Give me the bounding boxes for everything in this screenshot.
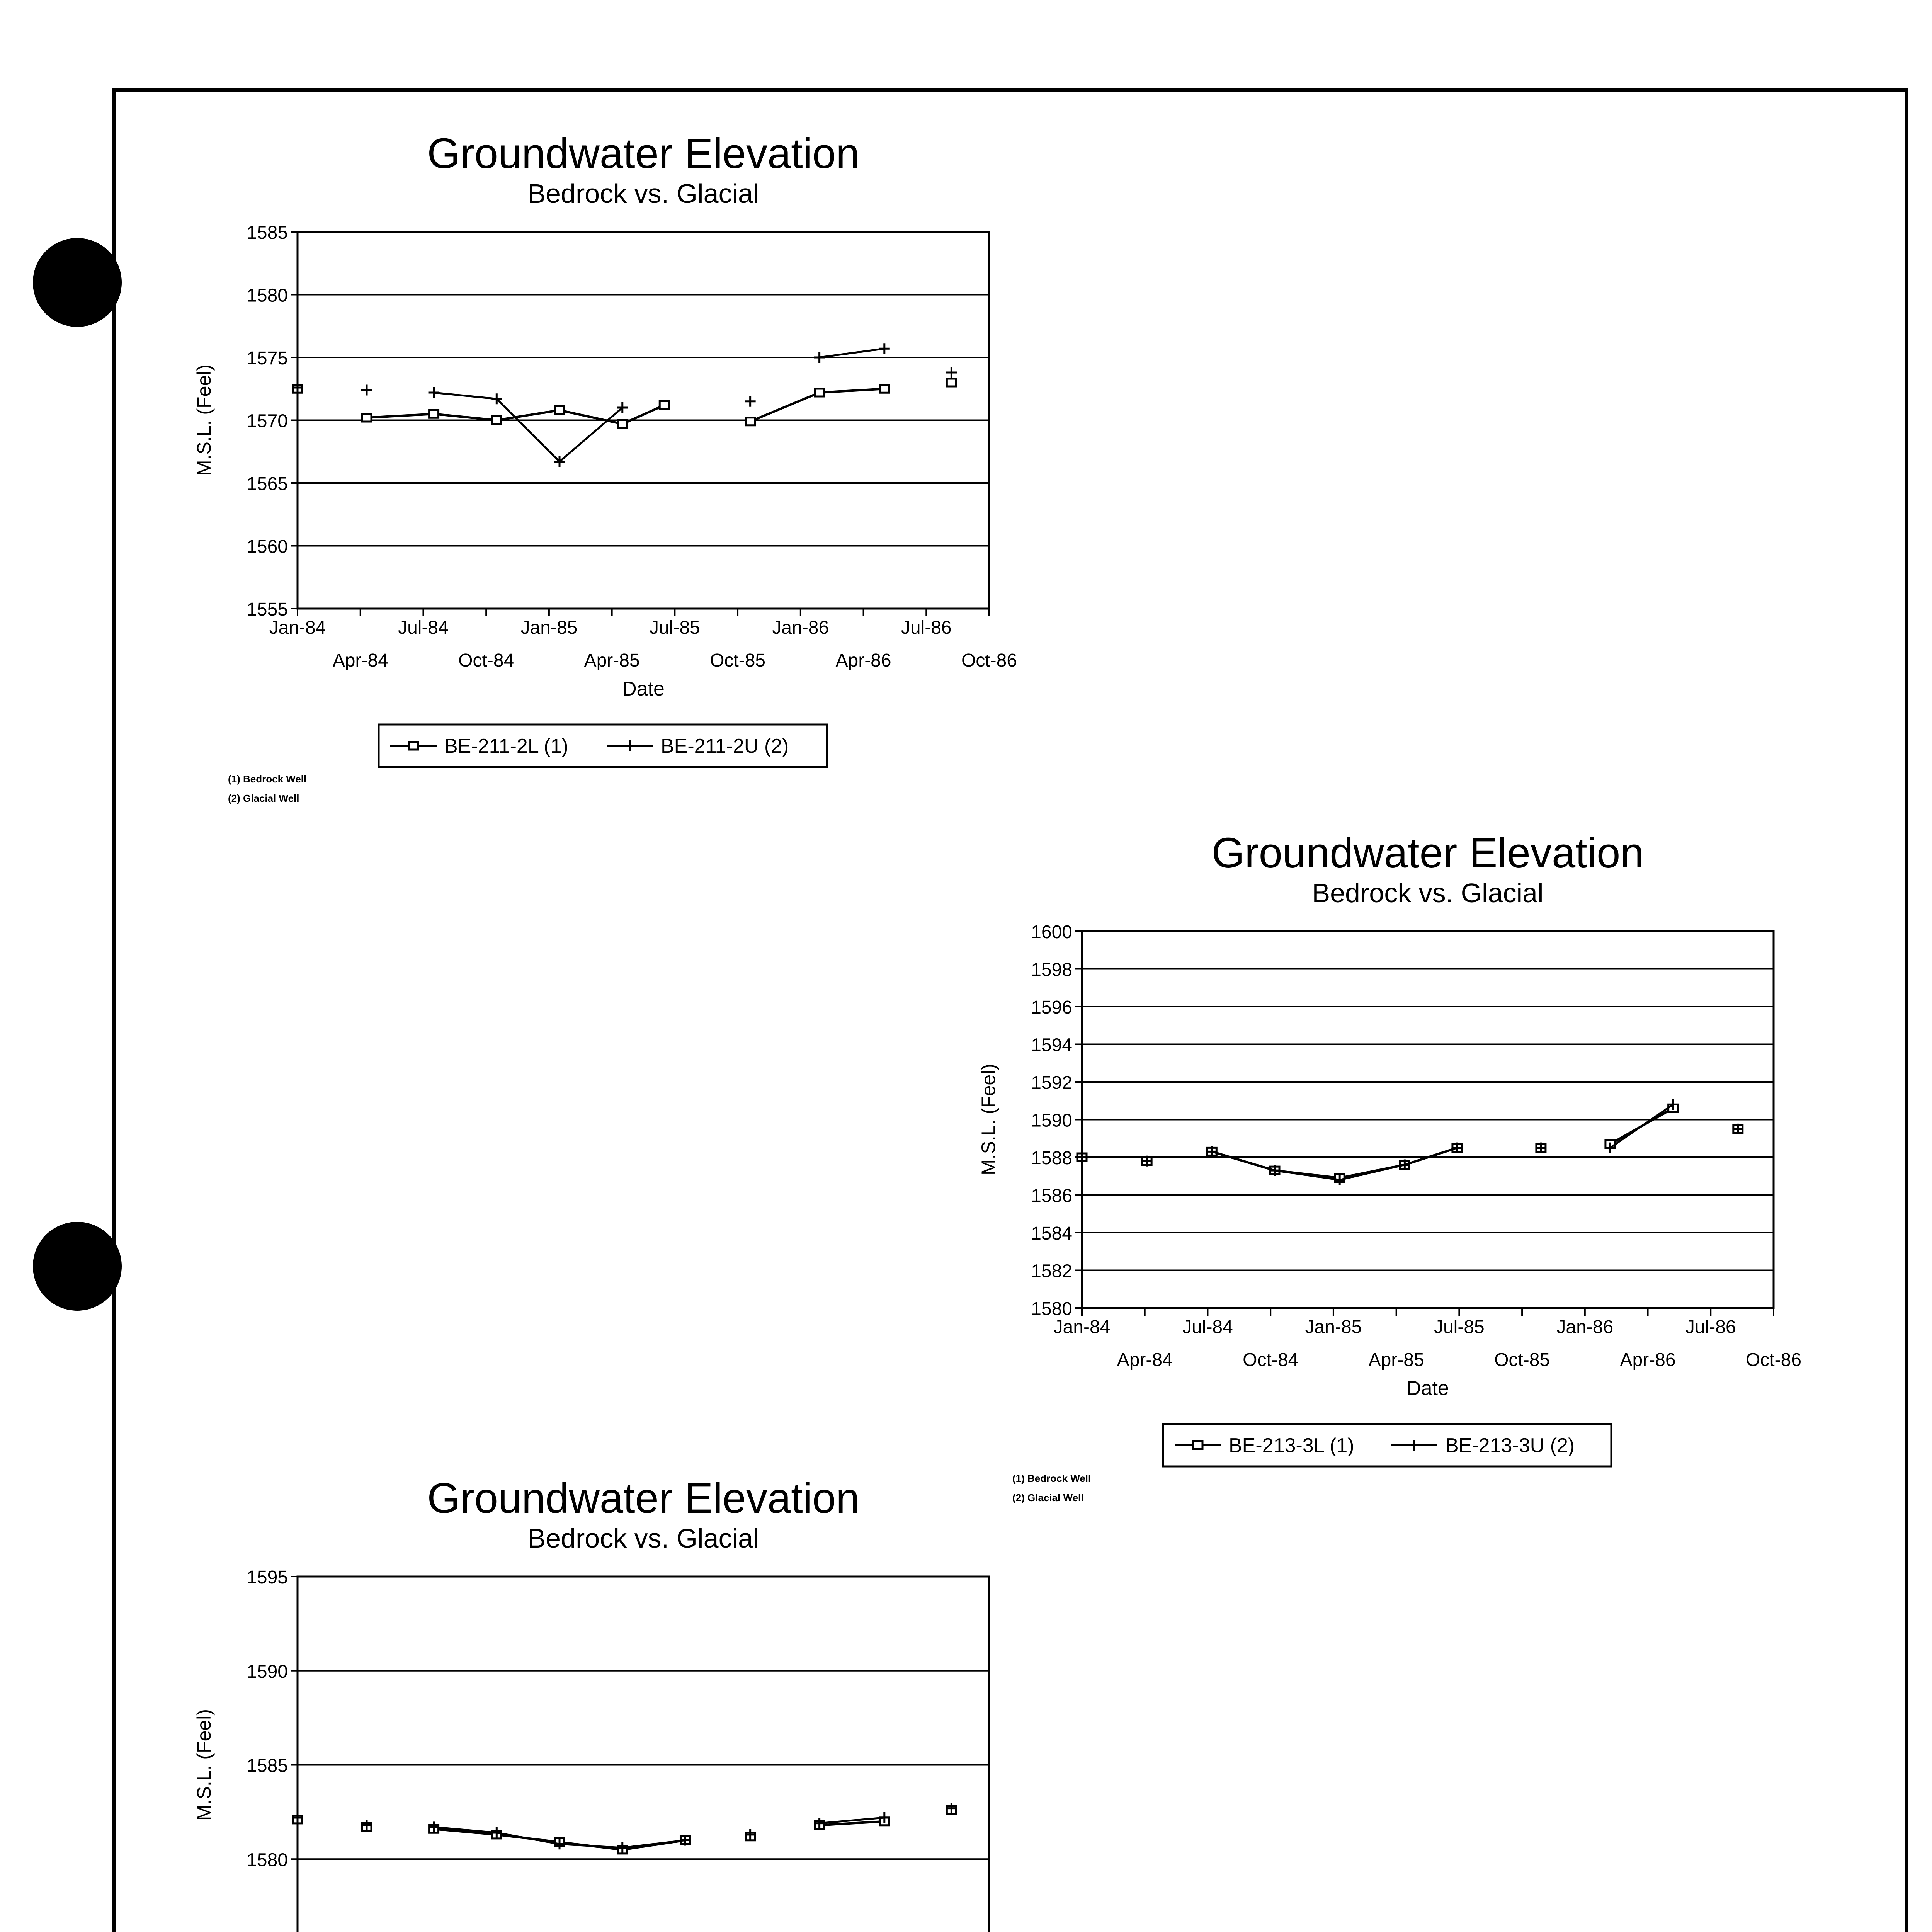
y-tick-label: 1590 [247,1661,288,1682]
series-line-segment [497,399,560,462]
x-axis-label: Date [622,678,665,700]
chart-title: Groundwater Elevation [1211,829,1644,877]
series-line-segment [622,405,664,424]
y-tick-label: 1600 [1031,922,1072,942]
data-point-plus [879,343,890,354]
footnote: (1) Bedrock Well [1012,1473,1091,1484]
y-axis-label: M.S.L. (Feel) [193,364,215,476]
y-tick-label: 1586 [1031,1185,1072,1206]
x-tick-label: Jan-85 [520,617,578,638]
x-tick-label: Jul-84 [1182,1317,1233,1337]
hydrograph-chart-3-svg [182,1468,1070,1932]
legend-marker-square [1193,1441,1202,1449]
series-line-segment [1610,1105,1673,1148]
x-tick-label: Apr-85 [1368,1350,1424,1370]
hydrograph-chart-2 [966,823,1855,1503]
y-tick-label: 1580 [247,1850,288,1871]
x-tick-label: Apr-86 [835,650,891,671]
x-tick-label: Apr-86 [1620,1350,1676,1370]
data-point-square [815,389,824,396]
series-line-segment [367,414,434,418]
series-line-segment [1340,1165,1405,1180]
x-tick-label: Jan-84 [1053,1317,1111,1337]
series-line-segment [560,410,622,424]
y-tick-label: 1596 [1031,997,1072,1018]
hydrograph-chart-1 [182,124,1070,804]
x-tick-label: Jul-86 [1685,1317,1736,1337]
data-point-plus [814,352,825,363]
series-line-segment [750,393,820,422]
y-tick-label: 1590 [1031,1110,1072,1131]
series-line-segment [1405,1148,1457,1165]
legend-label: BE-213-3L (1) [1229,1434,1354,1457]
series-line-segment [820,389,884,393]
series-line-segment [622,1840,685,1848]
data-point-square [746,418,755,425]
y-tick-label: 1595 [247,1567,288,1588]
data-point-square [660,401,669,409]
series-line-segment [820,349,884,357]
data-point-plus [946,367,957,378]
chart-subtitle: Bedrock vs. Glacial [1312,878,1544,908]
series-line-segment [1275,1170,1340,1180]
y-tick-label: 1598 [1031,959,1072,980]
legend-label: BE-211-2L (1) [444,735,568,757]
y-tick-label: 1575 [247,348,288,369]
data-point-square [362,414,371,422]
chart-subtitle: Bedrock vs. Glacial [527,1523,759,1553]
y-tick-label: 1585 [247,1755,288,1776]
y-tick-label: 1570 [247,411,288,432]
legend-marker-square [409,742,418,750]
y-tick-label: 1582 [1031,1261,1072,1282]
chart-title: Groundwater Elevation [427,130,860,177]
data-point-plus [745,396,756,407]
x-tick-label: Jan-85 [1305,1317,1362,1337]
hydrograph-chart-1-svg [182,124,1070,804]
series-line-segment [497,1833,560,1844]
hydrograph-chart-3 [182,1468,1070,1932]
x-tick-label: Jul-84 [398,617,449,638]
x-tick-label: Jan-86 [1556,1317,1614,1337]
x-tick-label: Oct-86 [961,650,1017,671]
hydrograph-chart-2-svg [966,823,1855,1503]
x-tick-label: Oct-86 [1745,1350,1802,1370]
legend-label: BE-213-3U (2) [1445,1434,1575,1457]
chart-subtitle: Bedrock vs. Glacial [527,179,759,209]
data-point-square [618,420,627,428]
x-tick-label: Jul-85 [649,617,700,638]
footnote: (1) Bedrock Well [228,773,307,785]
x-tick-label: Jul-85 [1434,1317,1485,1337]
x-tick-label: Jul-86 [901,617,952,638]
x-tick-label: Oct-85 [1494,1350,1550,1370]
y-axis-label: M.S.L. (Feel) [978,1064,999,1175]
series-line-segment [1212,1151,1275,1170]
y-tick-label: 1565 [247,474,288,494]
data-point-square [947,379,956,386]
footnote: (2) Glacial Well [228,793,299,804]
y-tick-label: 1588 [1031,1148,1072,1168]
x-tick-label: Apr-84 [1117,1350,1173,1370]
data-point-plus [361,385,372,396]
x-tick-label: Jan-86 [772,617,829,638]
data-point-square [429,410,439,418]
plot-area-frame [298,1577,989,1932]
y-tick-label: 1555 [247,599,288,620]
data-point-square [492,417,501,424]
x-tick-label: Apr-84 [332,650,388,671]
y-tick-label: 1580 [1031,1299,1072,1319]
y-tick-label: 1585 [247,223,288,243]
chart-title: Groundwater Elevation [427,1475,860,1522]
footnote: (2) Glacial Well [1012,1492,1084,1503]
y-axis-label: M.S.L. (Feel) [193,1709,215,1821]
series-line-segment [497,410,560,420]
series-line-segment [560,408,622,462]
series-line-segment [560,1844,622,1848]
x-tick-label: Jan-84 [269,617,326,638]
y-tick-label: 1580 [247,285,288,306]
binder-hole-top [33,238,122,327]
binder-hole-middle [33,1222,122,1311]
legend-label: BE-211-2U (2) [661,735,789,757]
x-tick-label: Oct-84 [458,650,514,671]
x-tick-label: Apr-85 [584,650,640,671]
x-axis-label: Date [1406,1377,1449,1400]
series-line-segment [434,414,497,420]
y-tick-label: 1584 [1031,1223,1072,1244]
data-point-square [880,385,889,393]
y-tick-label: 1560 [247,536,288,557]
data-point-square [555,406,564,414]
data-point-plus [429,387,439,398]
y-tick-label: 1592 [1031,1073,1072,1093]
y-tick-label: 1594 [1031,1035,1072,1056]
x-tick-label: Oct-85 [710,650,766,671]
x-tick-label: Oct-84 [1243,1350,1299,1370]
series-line-segment [434,393,497,399]
